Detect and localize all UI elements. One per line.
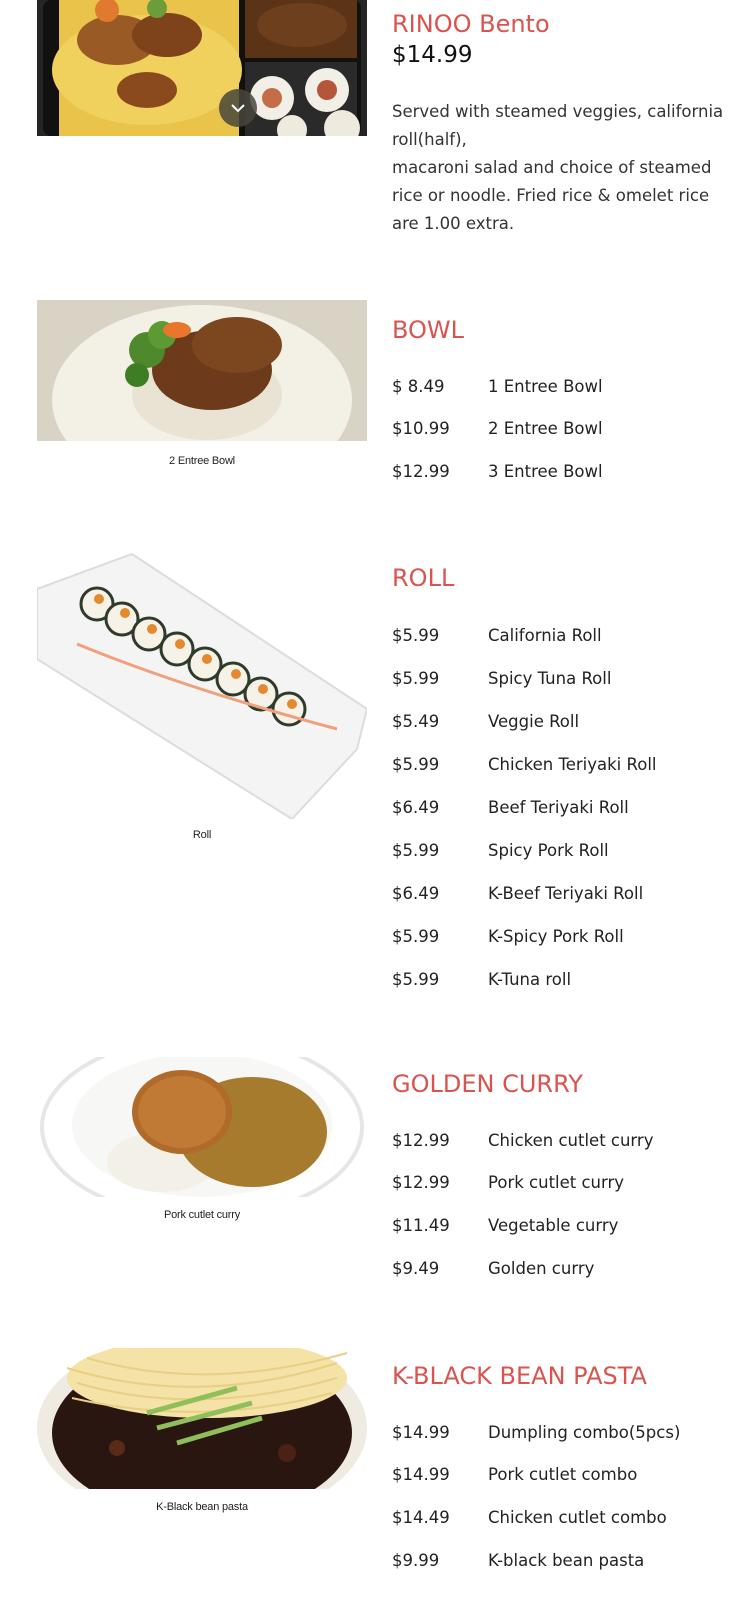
scroll-down-button[interactable] xyxy=(219,89,257,127)
item-name: Pork cutlet curry xyxy=(488,1173,625,1192)
item-price: $12.99 xyxy=(392,1173,450,1192)
item-name: K-Tuna roll xyxy=(488,970,572,989)
item-name: Dumpling combo(5pcs) xyxy=(488,1423,681,1442)
pasta-image xyxy=(37,1348,367,1489)
item-name: Chicken Teriyaki Roll xyxy=(488,755,657,774)
bowl-image xyxy=(37,300,367,441)
curry-image xyxy=(37,1057,367,1197)
item-price: $5.99 xyxy=(392,841,440,860)
curry-title: GOLDEN CURRY xyxy=(392,1070,583,1098)
item-name: Golden curry xyxy=(488,1259,595,1278)
bowl-photo xyxy=(37,300,367,441)
item-name: California Roll xyxy=(488,626,602,645)
bento-desc-line: rice or noodle. Fried rice & omelet rice xyxy=(392,186,710,205)
item-price: $6.49 xyxy=(392,884,440,903)
item-name: Pork cutlet combo xyxy=(488,1465,638,1484)
bento-description xyxy=(392,98,724,238)
item-price: $9.49 xyxy=(392,1259,440,1278)
item-name: K-Beef Teriyaki Roll xyxy=(488,884,644,903)
item-price: $5.99 xyxy=(392,927,440,946)
pasta-photo xyxy=(37,1348,367,1489)
bento-image xyxy=(37,0,367,136)
item-price: $6.49 xyxy=(392,798,440,817)
curry-photo xyxy=(37,1057,367,1197)
bento-price: $14.99 xyxy=(392,42,473,68)
item-name: 2 Entree Bowl xyxy=(488,419,603,438)
bento-desc-line: are 1.00 extra. xyxy=(392,214,515,233)
item-price: $12.99 xyxy=(392,462,450,481)
item-name: K-black bean pasta xyxy=(488,1551,645,1570)
bento-photo xyxy=(37,0,367,136)
item-price: $5.99 xyxy=(392,755,440,774)
item-name: 3 Entree Bowl xyxy=(488,462,603,481)
bento-title: RINOO Bento xyxy=(392,10,550,38)
item-price: $14.99 xyxy=(392,1423,450,1442)
bowl-title: BOWL xyxy=(392,316,465,344)
roll-title: ROLL xyxy=(392,564,455,592)
item-name: K-Spicy Pork Roll xyxy=(488,927,624,946)
roll-caption: Roll xyxy=(192,829,212,841)
item-name: 1 Entree Bowl xyxy=(488,377,603,396)
roll-image xyxy=(37,549,367,819)
item-price: $11.49 xyxy=(392,1216,450,1235)
item-price: $10.99 xyxy=(392,419,450,438)
pasta-title: K-BLACK BEAN PASTA xyxy=(392,1362,647,1390)
item-price: $5.99 xyxy=(392,626,440,645)
bento-desc-line: roll(half), xyxy=(392,130,467,149)
item-name: Spicy Pork Roll xyxy=(488,841,609,860)
item-price: $5.99 xyxy=(392,669,440,688)
chevron-down-icon xyxy=(230,103,246,113)
item-name: Vegetable curry xyxy=(488,1216,619,1235)
item-name: Spicy Tuna Roll xyxy=(488,669,612,688)
item-price: $9.99 xyxy=(392,1551,440,1570)
item-price: $5.99 xyxy=(392,970,440,989)
item-price: $5.49 xyxy=(392,712,440,731)
item-name: Chicken cutlet combo xyxy=(488,1508,667,1527)
pasta-caption: K-Black bean pasta xyxy=(156,1501,248,1513)
item-name: Veggie Roll xyxy=(488,712,580,731)
bento-desc-line: Served with steamed veggies, california xyxy=(392,102,724,121)
curry-caption: Pork cutlet curry xyxy=(163,1209,241,1221)
item-price: $14.99 xyxy=(392,1465,450,1484)
item-name: Beef Teriyaki Roll xyxy=(488,798,629,817)
bento-desc-line: macaroni salad and choice of steamed xyxy=(392,158,712,177)
item-name: Chicken cutlet curry xyxy=(488,1131,654,1150)
bowl-caption: 2 Entree Bowl xyxy=(169,455,235,467)
item-price: $12.99 xyxy=(392,1131,450,1150)
item-price: $14.49 xyxy=(392,1508,450,1527)
roll-photo xyxy=(37,549,367,819)
item-price: $ 8.49 xyxy=(392,377,445,396)
